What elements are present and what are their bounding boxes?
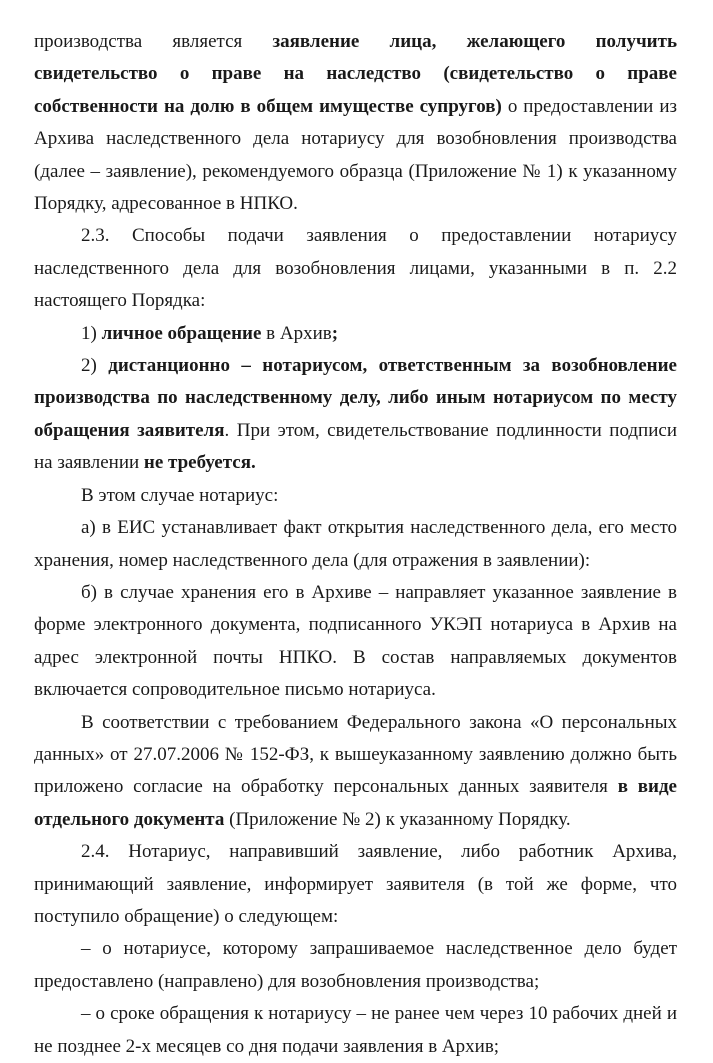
text-run: – о сроке обращения к нотариусу – не ранее чем через 10 рабочих дней и не позднее 2-х месяцев со дня подачи заявления в Архив; — [34, 1003, 677, 1057]
bold-run: заявление лица, желающего получить свидетельство о праве на наследство (свидетельство о праве собственности на долю в общем имуществе супругов) — [34, 31, 677, 117]
text-run: о предоставлении из Архива наследственного дела нотариусу для возобновления производства (далее – заявление), рекомендуемого образца (Приложение № 1) к указанному Порядку, адресованное в НПКО. — [34, 95, 677, 215]
text-run: б) в случае хранения его в Архиве – направляет указанное заявление в форме электронного документа, подписанного УКЭП нотариуса в Архив на адрес электронной почты НПКО. В состав направляемых документов включается сопроводительное письмо нотариуса. — [34, 581, 677, 701]
paragraph-2-4 — [34, 836, 677, 933]
text-run: В этом случае нотариус: — [81, 484, 279, 506]
text-run: производства является — [34, 31, 273, 52]
paragraph-sub-b — [34, 577, 677, 707]
document-page — [34, 26, 677, 1063]
text-run: а) в ЕИС устанавливает факт открытия наследственного дела, его место хранения, номер наследственного дела (для отражения в заявлении): — [34, 517, 677, 571]
paragraph-2-3 — [34, 220, 677, 317]
text-run: 2.4. Нотариус, направивший заявление, либо работник Архива, принимающий заявление, информирует заявителя (в той же форме, что поступило обращение) о следующем: — [34, 841, 677, 927]
paragraph-item-2 — [34, 350, 677, 480]
paragraph-intro — [34, 26, 677, 220]
paragraph-item-1 — [34, 318, 677, 350]
paragraph-sub-a — [34, 512, 677, 577]
text-run: . При этом, свидетельствование подлинности подписи на заявлении — [34, 419, 677, 474]
bold-run: в виде отдельного документа — [34, 776, 677, 830]
paragraph-dash-1 — [34, 933, 677, 998]
paragraph-notary — [34, 480, 677, 512]
paragraph-law — [34, 707, 677, 837]
text-run: 2.3. Способы подачи заявления о предоставлении нотариусу наследственного дела для возобновления лицами, указанными в п. 2.2 настоящего Порядка: — [34, 225, 677, 312]
text-run: В соответствии с требованием Федерального закона «О персональных данных» от 27.07.2006 № 152-ФЗ, к вышеуказанному заявлению должно быть приложено согласие на обработку персональных данных заявителя — [34, 711, 677, 798]
text-run: – о нотариусе, которому запрашиваемое наследственное дело будет предоставлено (направлено) для возобновления производства; — [34, 938, 677, 992]
bold-run: дистанционно – нотариусом, ответственным за возобновление производства по наследственному делу, либо иным нотариусом по месту обращения заявителя — [34, 355, 677, 441]
bold-run: личное обращение — [101, 322, 262, 344]
paragraph-dash-2 — [34, 998, 677, 1063]
bold-run: не требуется. — [143, 452, 256, 474]
text-run: в Архив — [261, 322, 332, 344]
text-run: 2) — [81, 355, 109, 377]
bold-run: ; — [331, 322, 339, 344]
text-run: 1) — [81, 322, 102, 344]
text-run: (Приложение № 2) к указанному Порядку. — [224, 808, 571, 830]
